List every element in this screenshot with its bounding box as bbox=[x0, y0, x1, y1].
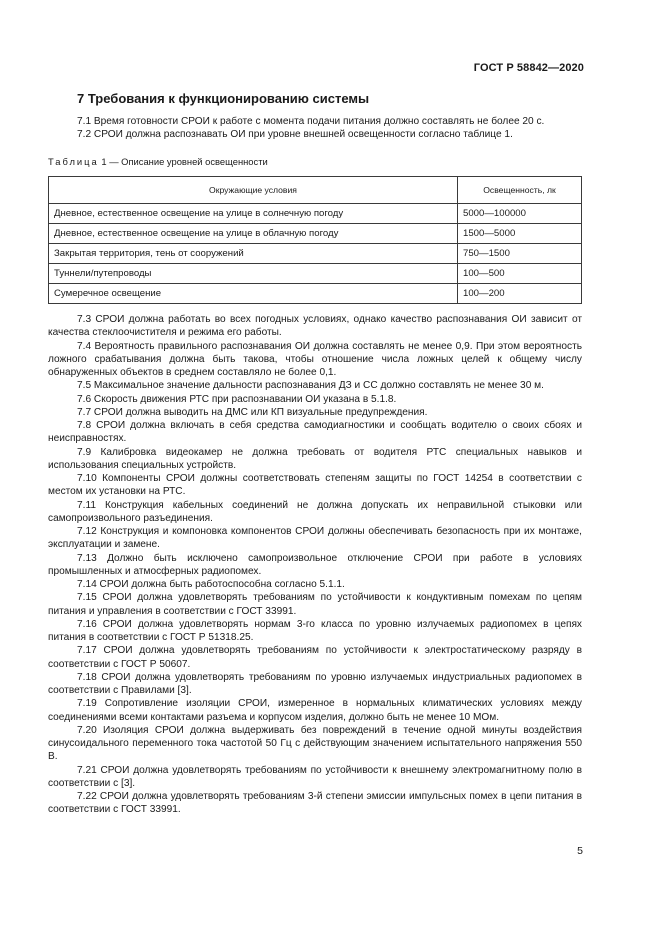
paragraph-7-6: 7.6 Скорость движения РТС при распознавании ОИ указана в 5.1.8. bbox=[77, 393, 397, 405]
table-row bbox=[49, 204, 582, 224]
table-header-row bbox=[49, 177, 582, 204]
paragraph-7-15: 7.15 СРОИ должна удовлетворять требованиям по устойчивости к кондуктивным помехам по цепям питания и управления в соответствии с ГОСТ 33991. bbox=[48, 592, 582, 617]
paragraph-7-4: 7.4 Вероятность правильного распознавания ОИ должна составлять не менее 0,9. При этом вероятность ложного срабатывания должна быть такова, чтобы отношение числа ложных целей к общему числу обнаруженных объектов в среднем составляло не более 0,1. bbox=[48, 340, 582, 378]
paragraph-7-20: 7.20 Изоляция СРОИ должна выдерживать без повреждений в течение одной минуты воздействия синусоидального переменного тока частотой 50 Гц с действующим значением испытательного напряжения 550 В. bbox=[48, 724, 582, 763]
table-cell-conditions: Туннели/путепроводы bbox=[49, 264, 458, 284]
table-cell-conditions: Дневное, естественное освещение на улице в облачную погоду bbox=[49, 224, 458, 244]
paragraph-7-14: 7.14 СРОИ должна быть работоспособна согласно 5.1.1. bbox=[77, 579, 345, 590]
column-header-conditions: Окружающие условия bbox=[49, 177, 458, 204]
table-caption bbox=[48, 156, 268, 167]
paragraph-7-21: 7.21 СРОИ должна удовлетворять требованиям по устойчивости к внешнему электромагнитному полю в соответствии с [3]. bbox=[48, 764, 582, 789]
paragraph-7-10: 7.10 Компоненты СРОИ должны соответствовать степеням защиты по ГОСТ 14254 в соответствии с местом их установки на РТС. bbox=[48, 473, 582, 498]
paragraph-7-9: 7.9 Калибровка видеокамер не должна требовать от водителя РТС специальных навыков и использования специальных устройств. bbox=[48, 446, 582, 471]
paragraph-7-2: 7.2 СРОИ должна распознавать ОИ при уровне внешней освещенности согласно таблице 1. bbox=[77, 129, 513, 141]
illumination-table bbox=[48, 176, 582, 304]
page-number: 5 bbox=[577, 845, 583, 857]
table-row bbox=[49, 284, 582, 304]
paragraph-7-7: 7.7 СРОИ должна выводить на ДМС или КП визуальные предупреждения. bbox=[77, 406, 428, 418]
table-cell-illuminance: 5000—100000 bbox=[458, 204, 582, 224]
paragraph-7-13: 7.13 Должно быть исключено самопроизвольное отключение СРОИ при работе в условиях промышленных и атмосферных радиопомех. bbox=[48, 552, 582, 577]
table-row bbox=[49, 244, 582, 264]
paragraph-7-5: 7.5 Максимальное значение дальности распознавания ДЗ и СС должно составлять не менее 30 м. bbox=[77, 380, 544, 392]
section-title: 7 Требования к функционированию системы bbox=[77, 91, 370, 106]
table-cell-conditions: Дневное, естественное освещение на улице в солнечную погоду bbox=[49, 204, 458, 224]
table-cell-conditions: Сумеречное освещение bbox=[49, 284, 458, 304]
paragraph-7-16: 7.16 СРОИ должна удовлетворять нормам 3-го класса по уровню излучаемых радиопомех в цепях питания в соответствии с ГОСТ Р 51318.25. bbox=[48, 618, 582, 643]
paragraph-7-17: 7.17 СРОИ должна удовлетворять требованиям по устойчивости к электростатическому разряду в соответствии с ГОСТ Р 50607. bbox=[48, 645, 582, 670]
intro-paragraphs bbox=[48, 115, 582, 142]
paragraph-7-3: 7.3 СРОИ должна работать во всех погодных условиях, однако качество распознавания ОИ зависит от качества стеклоочистителя и режима его работы. bbox=[48, 314, 582, 339]
table-cell-illuminance: 750—1500 bbox=[458, 244, 582, 264]
table-cell-illuminance: 1500—5000 bbox=[458, 224, 582, 244]
table-caption-label: Таблица bbox=[48, 156, 99, 167]
paragraph-7-22: 7.22 СРОИ должна удовлетворять требованиям 3-й степени эмиссии импульсных помех в цепи питания в соответствии с ГОСТ 33991. bbox=[48, 791, 582, 816]
document-code: ГОСТ Р 58842—2020 bbox=[473, 62, 584, 74]
table-cell-conditions: Закрытая территория, тень от сооружений bbox=[49, 244, 458, 264]
paragraph-7-19: 7.19 Сопротивление изоляции СРОИ, измеренное в нормальных климатических условиях между соединениями всеми контактами разъема и корпусом изделия, должно быть не менее 10 МОм. bbox=[48, 698, 582, 723]
table-cell-illuminance: 100—500 bbox=[458, 264, 582, 284]
table-caption-text: 1 — Описание уровней освещенности bbox=[98, 156, 268, 167]
paragraph-7-1: 7.1 Время готовности СРОИ к работе с момента подачи питания должно составлять не более 20 с. bbox=[77, 116, 545, 127]
paragraph-7-18: 7.18 СРОИ должна удовлетворять требованиям по уровню излучаемых индустриальных радиопомех в соответствии с Правилами [3]. bbox=[48, 671, 582, 696]
table-row bbox=[49, 264, 582, 284]
paragraph-7-11: 7.11 Конструкция кабельных соединений не должна допускать их неправильной стыковки или самопроизвольного разъединения. bbox=[48, 499, 582, 524]
column-header-illuminance: Освещенность, лк bbox=[458, 177, 582, 204]
paragraph-7-12: 7.12 Конструкция и компоновка компонентов СРОИ должны обеспечивать безопасность при их монтаже, эксплуатации и замене. bbox=[48, 526, 582, 551]
table-cell-illuminance: 100—200 bbox=[458, 284, 582, 304]
paragraph-7-8: 7.8 СРОИ должна включать в себя средства самодиагностики и сообщать водителю о своих сбоях и неисправностях. bbox=[48, 420, 582, 445]
table-row bbox=[49, 224, 582, 244]
requirements-paragraphs bbox=[48, 313, 582, 817]
